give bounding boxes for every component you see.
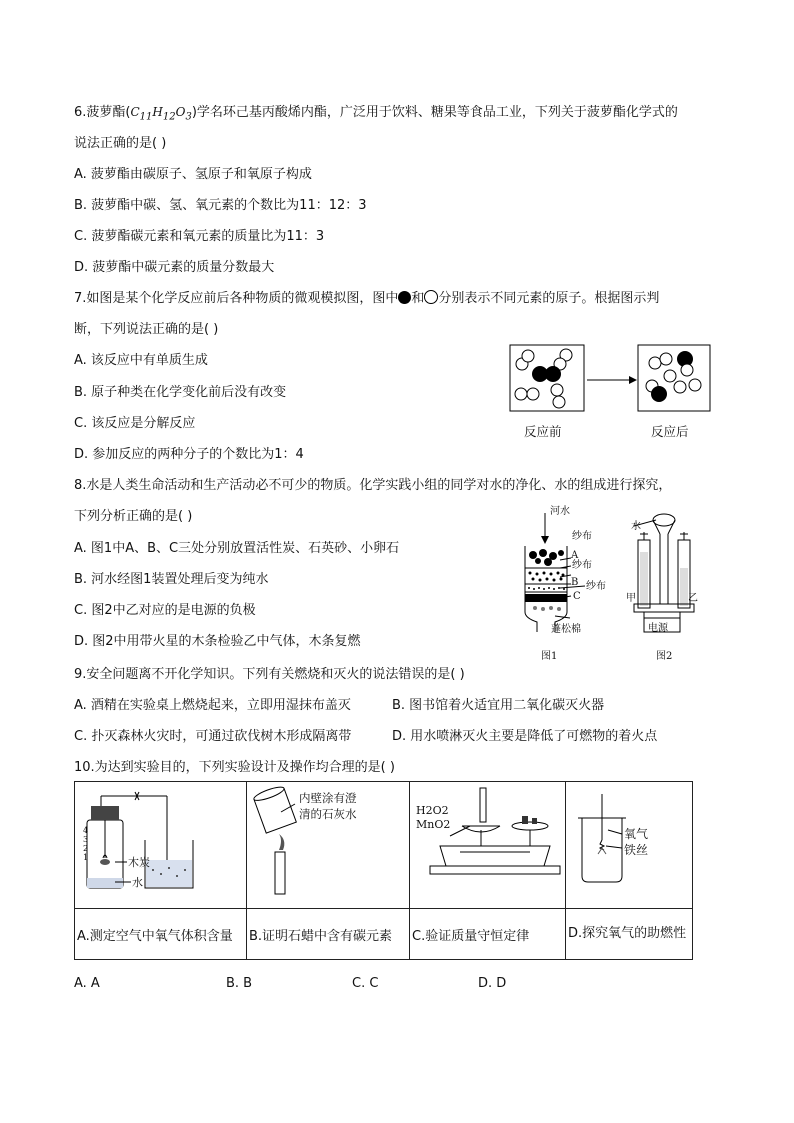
q10-experiment-table: [74, 781, 693, 960]
q9-option-a[interactable]: A. 酒精在实验桌上燃烧起来，立即用湿抹布盖灭: [74, 698, 351, 713]
q10-b-label-line1: 内壁涂有澄: [299, 791, 357, 805]
q6-stem-pre: 6.菠萝酯(: [74, 105, 131, 120]
q10-caption-a: A.测定空气中氧气体积含量: [75, 909, 247, 960]
q10-stem: 10.为达到实验目的，下列实验设计及操作均合理的是( ): [74, 760, 395, 775]
q7-caption-after: 反应后: [651, 424, 689, 439]
q10-option-c[interactable]: C. C: [352, 976, 379, 991]
scale-mark-2: 2: [83, 844, 89, 853]
q8-cotton-label: 蓬松棉: [551, 624, 581, 635]
q6-formula: $C_{11}H_{12}O_3$: [130, 105, 192, 123]
q10-b-label: [299, 790, 357, 822]
q8-label-c: C: [573, 591, 581, 602]
white-atom-icon: [424, 290, 438, 304]
q10-fig-a-cell: [75, 782, 247, 909]
q8-option-d[interactable]: D. 图2中用带火星的木条检验乙中气体，木条复燃: [74, 634, 361, 649]
scale-mark-1: 1: [83, 853, 89, 862]
q7-option-a[interactable]: A. 该反应中有单质生成: [74, 353, 208, 368]
q8-option-a[interactable]: A. 图1中A、B、C三处分别放置活性炭、石英砂、小卵石: [74, 541, 400, 556]
q10-fig-d-cell: [566, 782, 693, 909]
black-atom-icon: [398, 291, 411, 304]
q7-option-c[interactable]: C. 该反应是分解反应: [74, 416, 196, 431]
q8-yi-label: 乙: [688, 593, 698, 604]
q8-label-a: A: [571, 550, 579, 561]
q8-power-label: 电源: [648, 623, 668, 634]
q10-caption-b: B.证明石蜡中含有碳元素: [247, 909, 410, 960]
q10-option-d[interactable]: D. D: [478, 976, 507, 991]
q10-figure-row: [75, 782, 693, 909]
q6-stem-line1: [74, 103, 678, 126]
q10-fig-b-cell: [247, 782, 410, 909]
oxygen-volume-apparatus: [75, 782, 246, 908]
q8-fig2-caption: 图2: [656, 651, 673, 662]
q8-stem-line1: 8.水是人类生命活动和生产活动必不可少的物质。化学实践小组的同学对水的净化、水的组成进行探究，: [74, 478, 672, 493]
q10-option-b[interactable]: B. B: [226, 976, 253, 991]
q8-gauze3-label: 纱布: [586, 581, 606, 592]
q6-option-a[interactable]: A. 菠萝酯由碳原子、氢原子和氧原子构成: [74, 167, 312, 182]
q8-stem-line2: 下列分析正确的是( ): [74, 509, 193, 524]
balance-apparatus: [410, 782, 565, 908]
q10-a-water-label: 水: [132, 876, 143, 889]
q9-option-d[interactable]: D. 用水喷淋灭火主要是降低了可燃物的着火点: [392, 729, 658, 744]
q10-a-charcoal-label: 木炭: [128, 856, 150, 869]
q10-a-scale: [83, 826, 88, 862]
q10-b-label-line2: 清的石灰水: [299, 807, 357, 821]
q10-d-labels: [624, 826, 648, 858]
q10-c-labels: [416, 804, 450, 832]
q6-option-c[interactable]: C. 菠萝酯碳元素和氧元素的质量比为11：3: [74, 229, 325, 244]
q9-stem: 9.安全问题离不开化学知识。下列有关燃烧和灭火的说法错误的是( ): [74, 667, 465, 682]
q10-caption-c: C.验证质量守恒定律: [410, 909, 566, 960]
q10-d-wire-label: 铁丝: [624, 843, 649, 857]
q9-option-c[interactable]: C. 扑灭森林火灾时，可通过砍伐树木形成隔离带: [74, 729, 352, 744]
q6-stem-post: )学名环己基丙酸烯内酯，广泛用于饮料、糖果等食品工业，下列关于菠萝酯化学式的: [191, 105, 678, 120]
scale-mark-3: 3: [83, 835, 89, 844]
water-filter-diagram: [515, 508, 620, 636]
q7-caption-before: 反应前: [524, 424, 562, 439]
q10-caption-d: D.探究氧气的助燃性: [566, 909, 693, 960]
scale-mark-4: 4: [83, 826, 89, 835]
q8-river-label: 河水: [550, 506, 570, 517]
q8-label-b: B: [571, 577, 579, 588]
q10-d-oxygen-label: 氧气: [624, 827, 649, 841]
q7-stem-c: 分别表示不同元素的原子。根据图示判: [438, 291, 660, 306]
q10-c-h2o2-label: H2O2: [416, 804, 449, 817]
q8-fig1-caption: 图1: [541, 651, 558, 662]
q7-stem-line1: [74, 290, 659, 308]
q7-stem-a: 7.如图是某个化学反应前后各种物质的微观模拟图，图中: [74, 291, 399, 306]
q10-c-mno2-label: MnO2: [416, 818, 451, 831]
q7-stem-b: 和: [411, 291, 425, 306]
q8-gauze1-label: 纱布: [572, 531, 592, 542]
q7-stem-line2: 断，下列说法正确的是( ): [74, 322, 219, 337]
q8-option-b[interactable]: B. 河水经图1装置处理后变为纯水: [74, 572, 269, 587]
q10-caption-row: [75, 909, 693, 960]
q7-option-b[interactable]: B. 原子种类在化学变化前后没有改变: [74, 385, 287, 400]
q8-jia-label: 甲: [626, 593, 636, 604]
q6-stem-line2: 说法正确的是( ): [74, 136, 167, 151]
q8-option-c[interactable]: C. 图2中乙对应的是电源的负极: [74, 603, 256, 618]
q7-option-d[interactable]: D. 参加反应的两种分子的个数比为1：4: [74, 447, 304, 462]
q8-water-label: 水: [631, 521, 641, 532]
q9-option-b[interactable]: B. 图书馆着火适宜用二氧化碳灭火器: [392, 698, 605, 713]
q10-fig-c-cell: [410, 782, 566, 909]
q6-option-d[interactable]: D. 菠萝酯中碳元素的质量分数最大: [74, 260, 275, 275]
q10-option-a[interactable]: A. A: [74, 976, 100, 991]
q6-option-b[interactable]: B. 菠萝酯中碳、氢、氧元素的个数比为11：12：3: [74, 198, 367, 213]
q8-gauze2-label: 纱布: [572, 560, 592, 571]
